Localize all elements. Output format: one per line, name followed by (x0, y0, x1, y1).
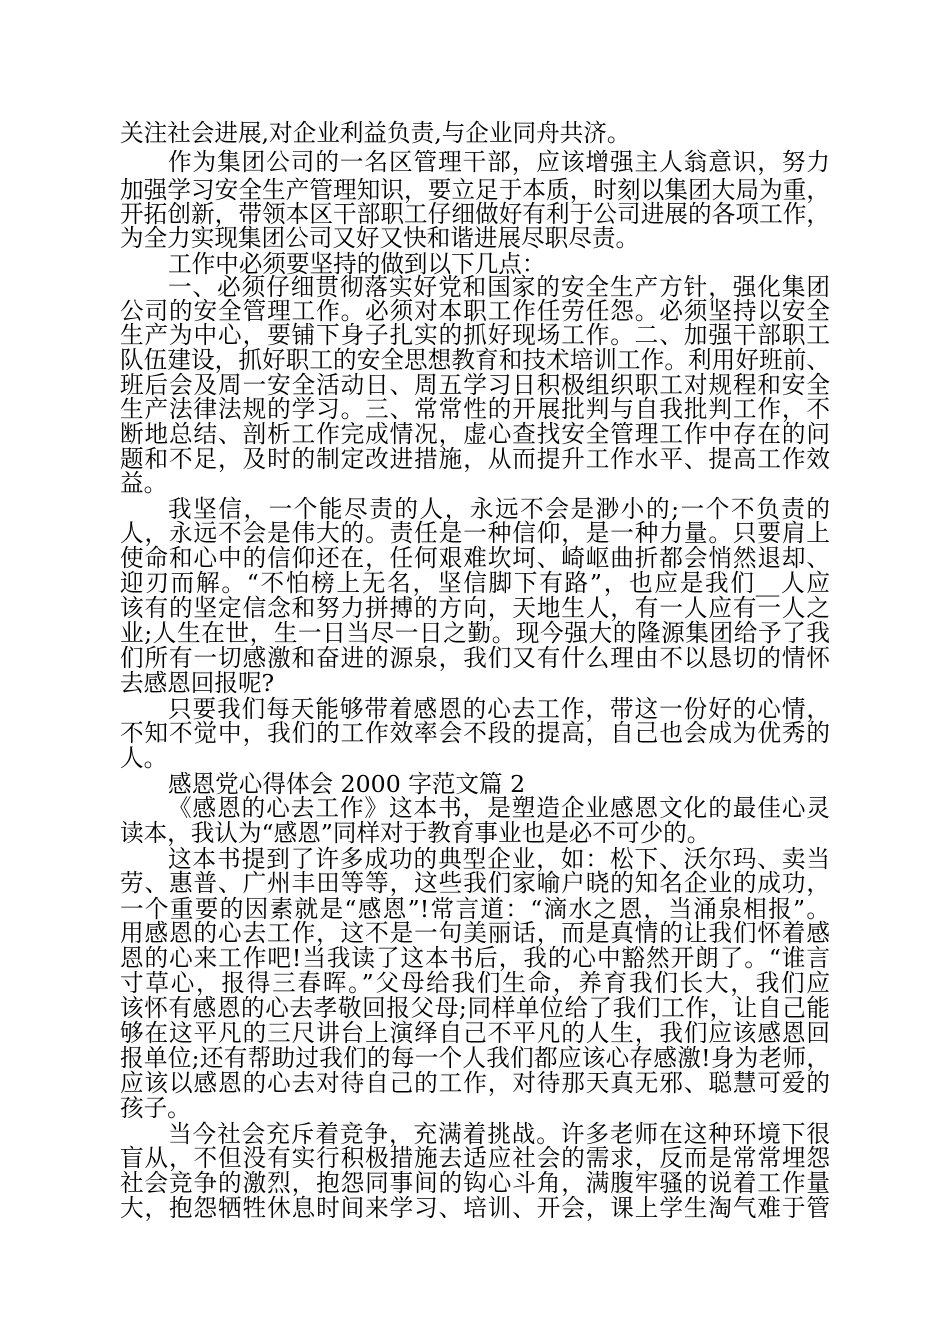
text-line: 使命和心中的信仰还在，任何艰难坎坷、崎岖曲折都会悄然退却、 (120, 544, 830, 572)
text-line: 一个重要的因素就是“感恩”!常言道：“滴水之恩，当涌泉相报”。 (120, 895, 830, 923)
text-line: 队伍建设，抓好职工的安全思想教育和技术培训工作。利用好班前、 (120, 346, 830, 374)
text-line: 去感恩回报呢? (120, 669, 275, 697)
text-line: 只要我们每天能够带着感恩的心去工作，带这一份好的心情， (168, 695, 830, 723)
text-line: 《感恩的心去工作》这本书，是塑造企业感恩文化的最佳心灵 (168, 794, 830, 822)
text-line: 用感恩的心去工作，这不是一句美丽话，而是真情的让我们怀着感 (120, 919, 830, 947)
text-line: 孩子。 (120, 1094, 191, 1122)
text-line: 劳、惠普、广州丰田等等，这些我们家喻户晓的知名企业的成功， (120, 869, 830, 897)
text-line: 公司的安全管理工作。必须对本职工作任劳任怨。必须坚持以安全 (120, 297, 830, 325)
text-line: 应该以感恩的心去对待自己的工作，对待那天真无邪、聪慧可爱的 (120, 1069, 830, 1097)
text-line: 为全力实现集团公司又好又快和谐进展尽职尽责。 (120, 224, 640, 252)
text-line: 班后会及周一安全活动日、周五学习日积极组织职工对规程和安全 (120, 371, 830, 399)
text-line: 人。 (120, 744, 168, 772)
text-line: 当今社会充斥着竞争，充满着挑战。许多老师在这种环境下很 (168, 1120, 830, 1148)
text-line: 开拓创新，带领本区干部职工仔细做好有利于公司进展的各项工作， (120, 200, 830, 228)
text-line: 人，永远不会是伟大的。责任是一种信仰，是一种力量。只要肩上 (120, 519, 830, 547)
text-line: 我坚信，一个能尽责的人，永远不会是渺小的;一个不负责的 (168, 495, 830, 523)
text-line: 业;人生在世，生一日当尽一日之勤。现今强大的隆源集团给予了我 (120, 619, 830, 647)
text-line: 不知不觉中，我们的工作效率会不段的提高，自己也会成为优秀的 (120, 719, 830, 747)
text-line: 工作中必须要坚持的做到以下几点： (168, 250, 546, 278)
text-line: 恩的心来工作吧!当我读了这本书后，我的心中豁然开朗了。“谁言 (120, 944, 830, 972)
text-line: 们所有一切感激和奋进的源泉，我们又有什么理由不以恳切的情怀 (120, 644, 830, 672)
text-line: 够在这平凡的三尺讲台上演绎自己不平凡的人生，我们应该感恩回 (120, 1019, 830, 1047)
text-line: 益。 (120, 469, 168, 497)
text-line: 作为集团公司的一名区管理干部，应该增强主人翁意识，努力 (168, 148, 830, 176)
text-line: 迎刃而解。“不怕榜上无名，坚信脚下有路”，也应是我们__人应 (120, 569, 830, 597)
text-line: 寸草心，报得三春晖。”父母给我们生命，养育我们长大，我们应 (120, 969, 830, 997)
text-line: 一、必须仔细贯彻落实好党和国家的安全生产方针，强化集团 (168, 273, 830, 301)
section-heading: 感恩党心得体会 2000 字范文篇 2 (168, 770, 526, 798)
text-line: 加强学习安全生产管理知识，要立足于本质，时刻以集团大局为重， (120, 176, 830, 204)
text-line: 生产为中心，要铺下身子扎实的抓好现场工作。二、加强干部职工 (120, 321, 830, 349)
text-line: 报单位;还有帮助过我们的每一个人我们都应该心存感激!身为老师， (120, 1044, 830, 1072)
text-line: 该有的坚定信念和努力拼搏的方向，天地生人，有一人应有一人之 (120, 594, 830, 622)
text-line: 社会竞争的激烈，抱怨同事间的钩心斗角，满腹牢骚的说着工作量 (120, 1169, 830, 1197)
text-line: 读本，我认为“感恩”同样对于教育事业也是必不可少的。 (120, 819, 711, 847)
text-line: 该怀有感恩的心去孝敬回报父母;同样单位给了我们工作，让自己能 (120, 994, 830, 1022)
text-line: 大，抱怨牺牲休息时间来学习、培训、开会，课上学生淘气难于管 (120, 1194, 830, 1222)
text-line: 生产法律法规的学习。三、常常性的开展批判与自我批判工作，不 (120, 395, 830, 423)
text-line: 断地总结、剖析工作完成情况，虚心查找安全管理工作中存在的问 (120, 420, 830, 448)
text-line: 关注社会进展,对企业利益负责,与企业同舟共济。 (120, 119, 631, 147)
text-line: 盲从，不但没有实行积极措施去适应社会的需求，反而是常常埋怨 (120, 1144, 830, 1172)
text-line: 这本书提到了许多成功的典型企业，如：松下、沃尔玛、卖当 (168, 845, 830, 873)
text-line: 题和不足，及时的制定改进措施，从而提升工作水平、提高工作效 (120, 445, 830, 473)
